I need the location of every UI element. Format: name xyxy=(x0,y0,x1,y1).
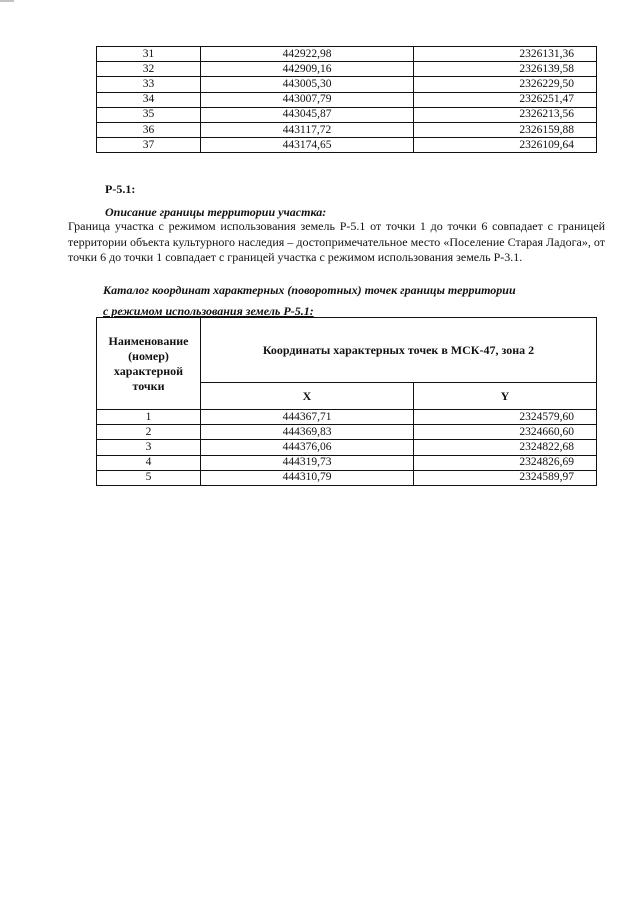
catalog-heading-line2: с режимом использования земель Р-5.1: xyxy=(103,304,314,318)
x-coordinate-cell: 443174,65 xyxy=(201,138,414,153)
y-coordinate-cell: 2326139,58 xyxy=(414,62,597,77)
point-number-cell: 35 xyxy=(97,107,201,122)
x-coordinate-cell: 443045,87 xyxy=(201,107,414,122)
y-coordinate-cell: 2326109,64 xyxy=(414,138,597,153)
x-coordinate-cell: 443007,79 xyxy=(201,92,414,107)
y-coordinate-cell: 2326251,47 xyxy=(414,92,597,107)
point-number-cell: 36 xyxy=(97,122,201,137)
point-number-cell: 37 xyxy=(97,138,201,153)
description-body: Граница участка с режимом использования земель Р-5.1 от точки 1 до точки 6 совпадает с границей территории объекта культурного наследия – достопримечательное место «Поселение Старая Ладога», от точки 6 до точки 1 совпадает с границей участка с режимом использования земель Р-3.1. xyxy=(68,219,605,264)
continuation-coordinates-table xyxy=(96,46,597,153)
x-coordinate-cell: 444367,71 xyxy=(201,410,414,425)
x-coordinate-cell: 444310,79 xyxy=(201,470,414,485)
table-row xyxy=(97,470,597,485)
point-number-cell: 4 xyxy=(97,455,201,470)
continuation-table-body xyxy=(97,47,597,153)
x-coordinate-cell: 442909,16 xyxy=(201,62,414,77)
x-coordinate-cell: 443117,72 xyxy=(201,122,414,137)
table-row xyxy=(97,410,597,425)
point-number-cell: 5 xyxy=(97,470,201,485)
y-coordinate-cell: 2326159,88 xyxy=(414,122,597,137)
y-coordinate-cell: 2326229,50 xyxy=(414,77,597,92)
section-title: Р-5.1: xyxy=(105,182,136,196)
x-coordinate-cell: 444319,73 xyxy=(201,455,414,470)
table-row xyxy=(97,62,597,77)
header-point-name: Наименование (номер) характерной точки xyxy=(97,318,201,410)
header-coordinates: Координаты характерных точек в МСК-47, зона 2 xyxy=(201,318,597,383)
table-row xyxy=(97,107,597,122)
table-row xyxy=(97,122,597,137)
point-number-cell: 34 xyxy=(97,92,201,107)
x-coordinate-cell: 443005,30 xyxy=(201,77,414,92)
scan-artifact xyxy=(0,0,14,6)
header-x: X xyxy=(201,383,414,410)
table-row xyxy=(97,77,597,92)
description-heading: Описание границы территории участка: xyxy=(105,205,327,219)
point-number-cell: 31 xyxy=(97,47,201,62)
point-number-cell: 3 xyxy=(97,440,201,455)
table-row xyxy=(97,455,597,470)
point-number-cell: 1 xyxy=(97,410,201,425)
point-number-cell: 33 xyxy=(97,77,201,92)
point-number-cell: 2 xyxy=(97,425,201,440)
point-number-cell: 32 xyxy=(97,62,201,77)
header-y: Y xyxy=(414,383,597,410)
table-row xyxy=(97,425,597,440)
table-row xyxy=(97,440,597,455)
y-coordinate-cell: 2324579,60 xyxy=(414,410,597,425)
y-coordinate-cell: 2324826,69 xyxy=(414,455,597,470)
coordinates-catalog-table xyxy=(96,317,597,486)
table-row xyxy=(97,92,597,107)
x-coordinate-cell: 442922,98 xyxy=(201,47,414,62)
y-coordinate-cell: 2326213,56 xyxy=(414,107,597,122)
catalog-heading-line1: Каталог координат характерных (поворотных) точек границы территории xyxy=(103,283,516,297)
x-coordinate-cell: 444369,83 xyxy=(201,425,414,440)
y-coordinate-cell: 2324822,68 xyxy=(414,440,597,455)
y-coordinate-cell: 2324589,97 xyxy=(414,470,597,485)
table-row xyxy=(97,138,597,153)
coordinates-table-body xyxy=(97,410,597,486)
y-coordinate-cell: 2324660,60 xyxy=(414,425,597,440)
table-row xyxy=(97,47,597,62)
y-coordinate-cell: 2326131,36 xyxy=(414,47,597,62)
x-coordinate-cell: 444376,06 xyxy=(201,440,414,455)
